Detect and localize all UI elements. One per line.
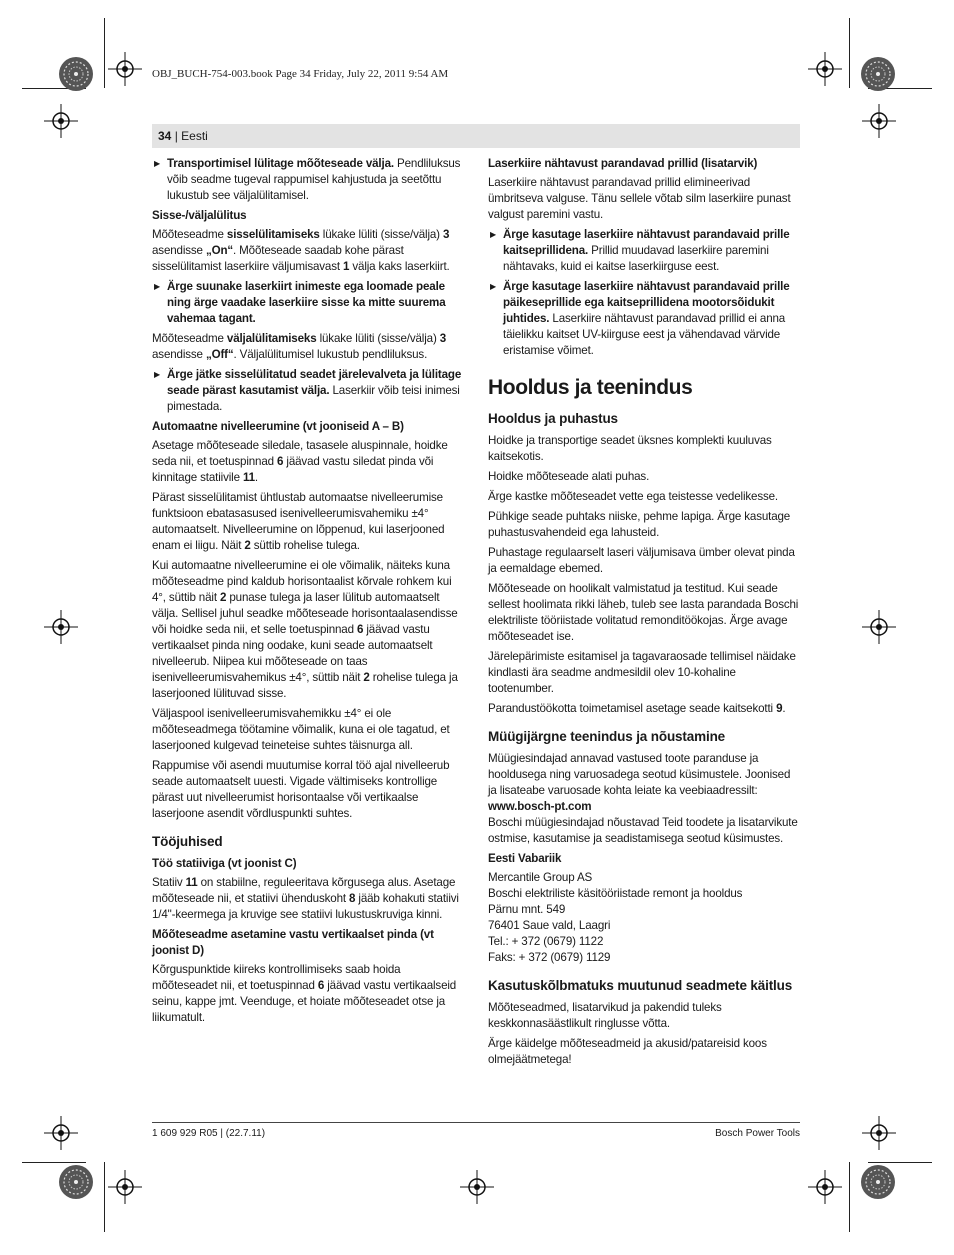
heading-maintenance-cleaning: Hooldus ja puhastus — [488, 411, 618, 426]
color-target-icon — [58, 56, 94, 92]
footer-rule — [152, 1122, 800, 1123]
address-line: Tel.: + 372 (0679) 1122 — [488, 935, 604, 948]
heading-vertical-surface: Mõõteseadme asetamine vastu vertikaalset pinda (vt joonist D) — [152, 928, 434, 957]
bullet-glasses-not-safety: ▶ Ärge kasutage laserkiire nähtavust parandavaid prille kaitseprillidena. Prillid muudavad laserkiire paremini nähtavaks, kuid ei kaitse laserkiirguse eest. — [488, 227, 800, 275]
address-line: 76401 Saue vald, Laagri — [488, 919, 611, 932]
heading-work-instructions: Tööjuhised — [152, 834, 223, 849]
paragraph-leveling-fail: Kui automaatne nivelleerumine ei ole võimalik, näiteks kuna mõõteseadme pind kaldub horisontaalist kõrvale rohkem kui 4°, süttib näit 2 punase tulega ja laser lülitub automaatselt välja. Sellisel juhul seadke mõõteseade horisontaalasendisse või hoidke seda nii, et selle toetuspinnad 6 jäävad vastu vertikaalset pinda ning oodake, kuni seade automaatselt nivelleerub. Niipea kui mõõteseade on taas isenivelleerumisvahemikus ±4°, süttib näit 2 rohelise tulega ja laserjooned lülituvad sisse. — [152, 559, 458, 700]
left-column — [152, 156, 464, 1030]
paragraph-clean-3: Ärge kastke mõõteseadet vette ega teistesse vedelikesse. — [488, 490, 778, 503]
paragraph-clean-4: Pühkige seade puhtaks niiske, pehme lapiga. Ärge kasutage puhastusvahendeid ega lahusteid. — [488, 510, 791, 539]
paragraph-clean-7: Järelepärimiste esitamisel ja tagavaraosade tellimisel näidake kindlasti ära seadme andmesildil olev 10-kohaline tootenumber. — [488, 650, 796, 695]
paragraph-clean-6: Mõõteseade on hoolikalt valmistatud ja testitud. Kui seade sellest hoolimata rikki läheb, tuleb see lasta parandada Boschi elektriliste tööriistade volitatud remonditöökojas. Ärge avage mõõteseadet ise. — [488, 582, 799, 643]
paragraph-clean-8: Parandustöökotta toimetamisel asetage seade kaitsekotti 9. — [488, 702, 786, 715]
registration-mark-icon — [44, 1116, 78, 1150]
paragraph-clean-5: Puhastage regulaarselt laseri väljumisava ümber olevat pinda ja eemaldage ebemed. — [488, 546, 795, 575]
paragraph-switch-off: Mõõteseadme väljalülitamiseks lükake lüliti (sisse/välja) 3 asendisse „Off“. Väljalülitumisel lukustub pendliluksus. — [152, 332, 447, 361]
paragraph-disposal-2: Ärge käidelge mõõteseadmeid ja akusid/patareisid koos olmejäätmetega! — [488, 1037, 767, 1066]
paragraph-clean-1: Hoidke ja transportige seadet üksnes komplekti kuuluvas kaitsekotis. — [488, 434, 772, 463]
paragraph-tripod: Statiiv 11 on stabiilne, reguleeritava kõrgusega alus. Asetage mõõteseade nii, et statiivi ühenduskoht 8 jääb kohakuti statiivi 1/4"-keermega ja kruvige see statiivi lukustuskruviga kinni. — [152, 876, 459, 921]
page-language: Eesti — [181, 129, 208, 143]
registration-mark-icon — [808, 1170, 842, 1204]
paragraph-clean-2: Hoidke mõõteseade alati puhas. — [488, 470, 650, 483]
website-link[interactable]: www.bosch-pt.com — [488, 800, 592, 813]
registration-mark-icon — [44, 610, 78, 644]
paragraph-shock: Rappumise või asendi muutumise korral töö ajal nivelleerub seade automaatselt uuesti. Vigade vältimiseks kontrollige pärast uut nivelleerumist horisontaalse või vertikaalse laserjoone asendit võrdluspunkti suhtes. — [152, 759, 450, 820]
paragraph-advice: Boschi müügiesindajad nõustavad Teid toodete ja lisatarvikute ostmise, kasutamise ja seadistamisega seotud küsimustes. — [488, 816, 798, 845]
heading-tripod: Töö statiiviga (vt joonist C) — [152, 857, 297, 870]
color-target-icon — [860, 56, 896, 92]
paragraph-range: Väljaspool isenivelleerumisvahemikku ±4° ei ole mõõteseadmega töötamine võimalik, kuna ei ole tagatud, et laserjooned kulgevad teineteise suhtes täisnurga all. — [152, 707, 450, 752]
paragraph-setup: Asetage mõõteseade siledale, tasasele aluspinnale, hoidke seda nii, et toetuspinnad 6 jäävad vastu siledat pinda või kinnitage statiivile 11. — [152, 439, 448, 484]
print-header: OBJ_BUCH-754-003.book Page 34 Friday, July 22, 2011 9:54 AM — [152, 68, 449, 80]
page-header: 34 | Eesti — [158, 129, 208, 143]
page-number: 34 — [158, 129, 172, 143]
paragraph-disposal-1: Mõõteseadmed, lisatarvikud ja pakendid tuleks keskkonnasäästlikult ringlusse võtta. — [488, 1001, 722, 1030]
footer-document-number: 1 609 929 R05 | (22.7.11) — [152, 1128, 266, 1139]
paragraph-switch-on: Mõõteseadme sisselülitamiseks lükake lüliti (sisse/välja) 3 asendisse „On“. Mõõteseade saadab kohe pärast sisselülitamist laserkiire väljumisavast 1 välja kaks laserkiirt. — [152, 228, 450, 273]
registration-mark-icon — [108, 52, 142, 86]
paragraph-leveling: Pärast sisselülitamist ühtlustab automaatse nivelleerumise funktsioon ebatasasused isenivelleerumisvahemiku ±4° automaatselt. Nivelleerumine on lõppenud, kui laserjooned enam ei liigu. Näit 2 süttib rohelise tulega. — [152, 491, 445, 552]
color-target-icon — [58, 1164, 94, 1200]
heading-laser-glasses: Laserkiire nähtavust parandavad prillid (lisatarvik) — [488, 157, 758, 170]
registration-mark-icon — [862, 104, 896, 138]
bullet-laser-warning: ▶ Ärge suunake laserkiirt inimeste ega loomade peale ning ärge vaadake laserkiire sisse ka mitte suurema vahemaa tagant. — [152, 279, 464, 327]
address-line: Pärnu mnt. 549 — [488, 903, 566, 916]
registration-mark-icon — [44, 104, 78, 138]
page-header-band — [152, 124, 800, 148]
heading-maintenance-service: Hooldus ja teenindus — [488, 376, 693, 399]
heading-auto-level: Automaatne nivelleerumine (vt jooniseid A – B) — [152, 420, 404, 433]
registration-mark-icon — [862, 1116, 896, 1150]
paragraph-laser-glasses: Laserkiire nähtavust parandavad prillid elimineerivad ümbritseva valguse. Tänu sellele võtab silm laserkiire punast valgust paremini vastu. — [488, 176, 791, 221]
bullet-glasses-driving: ▶ Ärge kasutage laserkiire nähtavust parandavaid prille päikeseprillide ega kaitseprillidena mootorsõidukit juhtides. Laserkiire nähtavust parandavad prillid ei anna täielikku kaitset UV-kiirguse eest ja vähendavad värvide eristamise võimet. — [488, 279, 800, 359]
service-address — [488, 870, 800, 966]
registration-mark-icon — [862, 610, 896, 644]
right-column — [488, 156, 800, 1072]
paragraph-vertical-surface: Kõrguspunktide kiireks kontrollimiseks saab hoida mõõteseadet nii, et toetuspinnad 6 jäävad vastu vertikaalseid seinu, kappe jmt. Veenduge, et hoiate mõõteseadet otse ja liikumatult. — [152, 963, 457, 1024]
address-line: Boschi elektriliste käsitööriistade remont ja hooldus — [488, 887, 743, 900]
color-target-icon — [860, 1164, 896, 1200]
registration-mark-icon — [108, 1170, 142, 1204]
heading-disposal: Kasutuskõlbmatuks muutunud seadmete käitlus — [488, 978, 793, 993]
address-line: Faks: + 372 (0679) 1129 — [488, 951, 611, 964]
registration-mark-icon — [460, 1170, 494, 1204]
heading-country: Eesti Vabariik — [488, 852, 562, 865]
bullet-unattended: ▶ Ärge jätke sisselülitatud seadet järelevalveta ja lülitage seade pärast kasutamist välja. Laserkiir võib teisi inimesi pimestada. — [152, 367, 464, 415]
bullet-transport: ▶ Transportimisel lülitage mõõteseade välja. Pendliluksus võib seadme tugeval rappumisel kahjustuda ja seetõttu lukustub see väljalülitamisel. — [152, 156, 464, 204]
paragraph-after-sales: Müügiesindajad annavad vastused toote paranduse ja hooldusega ning varuosadega seotud küsimustele. Joonised ja lisateabe varuosade kohta leiate ka veebiaadressilt: — [488, 752, 791, 797]
footer-brand: Bosch Power Tools — [715, 1128, 800, 1139]
heading-on-off: Sisse-/väljalülitus — [152, 209, 247, 222]
address-line: Mercantile Group AS — [488, 871, 593, 884]
registration-mark-icon — [808, 52, 842, 86]
heading-after-sales: Müügijärgne teenindus ja nõustamine — [488, 729, 726, 744]
